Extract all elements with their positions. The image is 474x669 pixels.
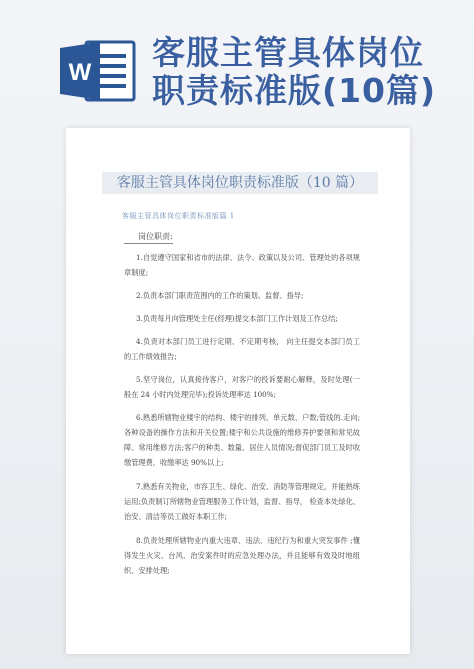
title-line-1: 客服主管具体岗位 <box>152 33 424 72</box>
list-item: 1.自觉遵守国家和省市的法律、法令、政策以及公司、管理处的各项规章制度; <box>124 253 360 277</box>
list-item: 3.负责每月向管理处主任(经理)提交本部门工作计划及工作总结; <box>136 314 338 323</box>
header <box>0 0 474 110</box>
duty-list <box>124 250 360 586</box>
list-item: 6.熟悉所辖物业楼宇的结构、楼宇的排列、单元数、户数;管线的.走向;各种设备的操作方法和开关位置;楼宇和公共设施的维修养护要领和常见故障、常用维修方法;客户的种类、数量、居住人员情况;督促部门员工及时收缴管理费，收缴率达 90%以上; <box>124 413 360 467</box>
list-item: 8.负责处理所辖物业内重大违章、违法、违纪行为和重大突发事件 ;懂得发生火灾、台风、治安案件时的应急处理办法，并且能够有效及时地组织、安排处理; <box>124 536 360 575</box>
svg-text:W: W <box>68 59 92 86</box>
list-item: 5.坚守岗位，认真接待客户，对客户的投诉要耐心解释，及时处理(一般在 24 小时内处理完毕);投诉处理率达 100%; <box>124 375 360 399</box>
list-item: 2.负责本部门职责范围内的工作的策划、监督、指导; <box>136 291 304 300</box>
section-label-text: 岗位职责: <box>138 232 173 241</box>
document-page <box>66 128 410 654</box>
list-item: 4.负责对本部门员工进行定期、不定期考核， 向主任提交本部门员工的工作绩效报告; <box>124 337 360 361</box>
word-icon <box>60 40 136 102</box>
document-title: 客服主管具体岗位职责标准版（10 篇） <box>102 172 378 194</box>
list-item: 7.熟悉有关物业，市容卫生、绿化、治安、消防等管理规定，并能熟练运用;负责制订所辖物业管理服务工作计划，监督、指导， 检查本处绿化、治安、清洁等员工做好本职工作; <box>124 482 360 521</box>
page-title <box>152 34 462 110</box>
document-subtitle: 客服主管具体岗位职责标准版篇 1 <box>122 212 235 220</box>
section-label <box>124 231 173 244</box>
title-line-2: 职责标准版(10篇) <box>152 71 437 110</box>
